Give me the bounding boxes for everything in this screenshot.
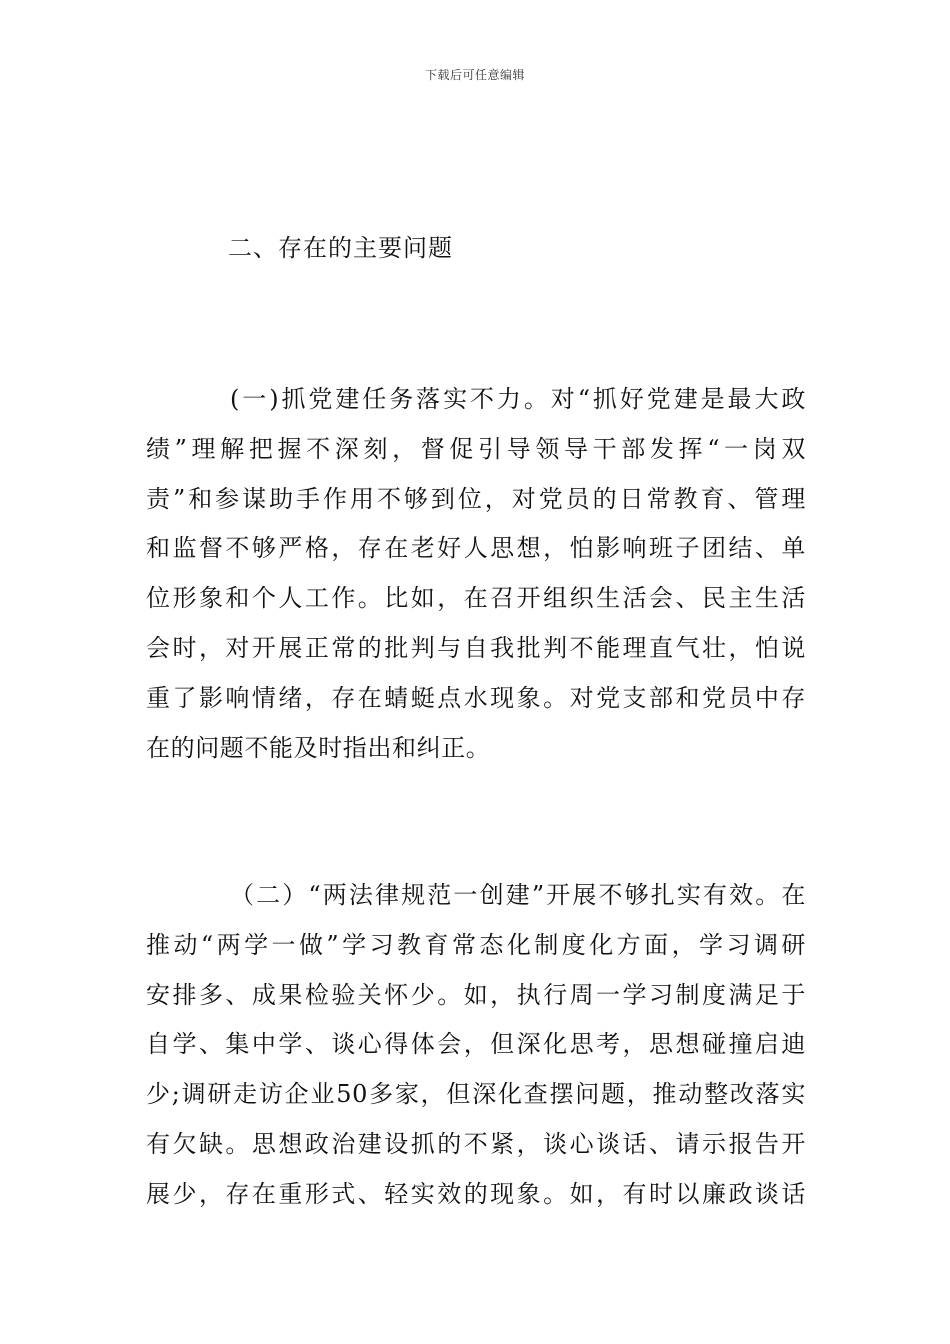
paragraph-line: 绩”理解把握不深刻，督促引导领导干部发挥“一岗双	[146, 434, 806, 463]
paragraph-line: （二）“两法律规范一创建”开展不够扎实有效。在	[230, 881, 806, 909]
paragraph-line: 在的问题不能及时指出和纠正。	[146, 733, 491, 762]
header-note: 下载后可任意编辑	[424, 68, 525, 82]
paragraph-line: 责”和参谋助手作用不够到位，对党员的日常教育、管理	[146, 484, 806, 513]
paragraph-line: 有欠缺。思想政治建设抓的不紧，谈心谈话、请示报告开	[146, 1129, 806, 1158]
paragraph-line: 推动“两学一做”学习教育常态化制度化方面，学习调研	[146, 930, 806, 959]
paragraph-2	[146, 871, 806, 1220]
section-heading: 二、存在的主要问题	[228, 234, 453, 262]
paragraph-line: 自学、集中学、谈心得体会，但深化思考，思想碰撞启迪	[146, 1030, 806, 1059]
paragraph-line: 展少，存在重形式、轻实效的现象。如，有时以廉政谈话	[146, 1179, 806, 1208]
paragraph-line: (一)抓党建任务落实不力。对“抓好党建是最大政	[230, 385, 806, 413]
paragraph-line: 位形象和个人工作。比如，在召开组织生活会、民主生活	[146, 584, 806, 613]
paragraph-line: 重了影响情绪，存在蜻蜓点水现象。对党支部和党员中存	[146, 683, 806, 712]
paragraph-1	[146, 375, 806, 773]
paragraph-line: 会时，对开展正常的批判与自我批判不能理直气壮，怕说	[146, 633, 806, 662]
paragraph-line: 和监督不够严格，存在老好人思想，怕影响班子团结、单	[146, 534, 806, 563]
paragraph-line: 少;调研走访企业50多家，但深化查摆问题，推动整改落实	[146, 1080, 806, 1109]
paragraph-line: 安排多、成果检验关怀少。如，执行周一学习制度满足于	[146, 980, 806, 1009]
